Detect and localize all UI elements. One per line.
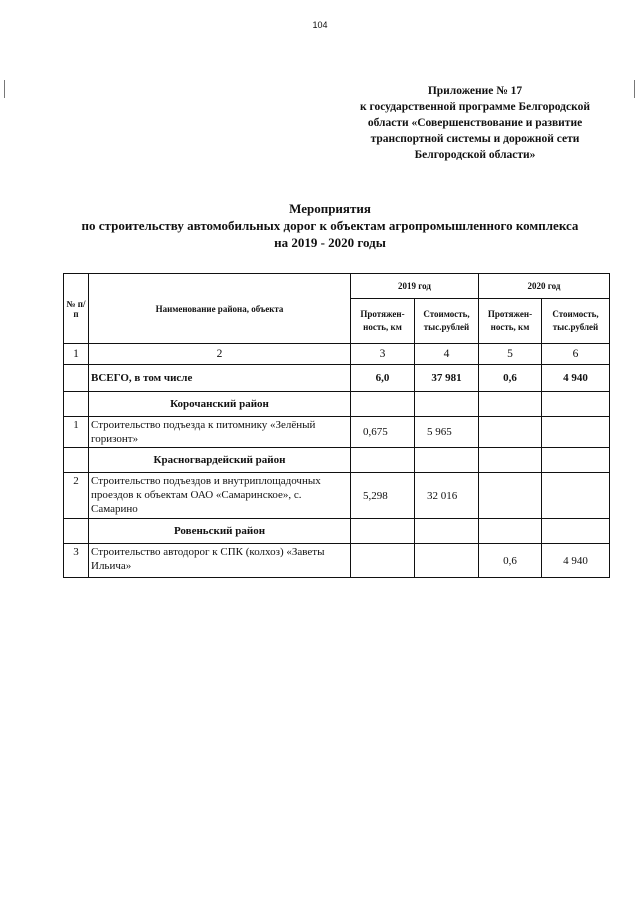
column-number: 3 [351, 344, 415, 365]
row-num: 3 [64, 544, 89, 578]
row-cost-2020: 4 940 [542, 544, 610, 578]
district-empty [542, 448, 610, 473]
scan-edge-mark [4, 80, 5, 98]
column-number-row [64, 344, 610, 365]
row-length-2019: 5,298 [351, 473, 415, 519]
table-row [64, 417, 610, 448]
title-line: Мероприятия [289, 201, 371, 216]
total-length-2020: 0,6 [479, 365, 542, 392]
row-length-2019 [351, 544, 415, 578]
total-cost-2020: 4 940 [542, 365, 610, 392]
header-cost-2020: Стоимость, тыс.рублей [542, 299, 610, 344]
row-name: Строительство подъездов и внутриплощадочных проездов к объектам ОАО «Самаринское», с. Самарино [89, 473, 351, 519]
district-empty [415, 519, 479, 544]
row-length-2020 [479, 473, 542, 519]
header-num: № п/п [64, 274, 89, 344]
annex-header [340, 83, 610, 163]
total-cost-2019: 37 981 [415, 365, 479, 392]
row-name: Строительство автодорог к СПК (колхоз) «Заветы Ильича» [89, 544, 351, 578]
table-row [64, 473, 610, 519]
district-empty [351, 519, 415, 544]
row-cost-2019: 5 965 [415, 417, 479, 448]
district-empty [64, 448, 89, 473]
total-label: ВСЕГО, в том числе [89, 365, 351, 392]
district-name: Красногвардейский район [89, 448, 351, 473]
table-row [64, 544, 610, 578]
column-number: 4 [415, 344, 479, 365]
district-row [64, 392, 610, 417]
title-line: по строительству автомобильных дорог к объектам агропромышленного комплекса [81, 218, 579, 233]
row-cost-2020 [542, 417, 610, 448]
district-empty [542, 392, 610, 417]
scan-edge-mark [634, 80, 635, 98]
title-line: на 2019 - 2020 годы [274, 235, 386, 250]
header-name: Наименование района, объекта [89, 274, 351, 344]
district-empty [479, 392, 542, 417]
annex-line: к государственной программе Белгородской [360, 101, 590, 113]
district-row [64, 519, 610, 544]
district-empty [415, 392, 479, 417]
district-empty [351, 392, 415, 417]
row-length-2020 [479, 417, 542, 448]
annex-line: транспортной системы и дорожной сети [370, 133, 580, 145]
district-empty [479, 448, 542, 473]
column-number: 2 [89, 344, 351, 365]
document-title [40, 200, 620, 251]
district-empty [64, 519, 89, 544]
district-empty [415, 448, 479, 473]
row-num: 2 [64, 473, 89, 519]
annex-line: области «Совершенствование и развитие [367, 117, 583, 129]
district-name: Ровеньский район [89, 519, 351, 544]
column-number: 6 [542, 344, 610, 365]
header-cost-2019: Стоимость, тыс.рублей [415, 299, 479, 344]
column-number: 5 [479, 344, 542, 365]
row-cost-2019: 32 016 [415, 473, 479, 519]
district-row [64, 448, 610, 473]
district-name: Корочанский район [89, 392, 351, 417]
district-empty [542, 519, 610, 544]
page-number: 104 [312, 20, 328, 30]
row-length-2020: 0,6 [479, 544, 542, 578]
annex-line: Белгородской области» [414, 149, 536, 161]
row-name: Строительство подъезда к питомнику «Зелёный горизонт» [89, 417, 351, 448]
header-year-2019: 2019 год [351, 274, 479, 299]
total-num [64, 365, 89, 392]
total-row [64, 365, 610, 392]
annex-line: Приложение № 17 [427, 85, 523, 97]
header-row [64, 274, 610, 299]
district-empty [479, 519, 542, 544]
header-year-2020: 2020 год [479, 274, 610, 299]
row-cost-2020 [542, 473, 610, 519]
row-length-2019: 0,675 [351, 417, 415, 448]
column-number: 1 [64, 344, 89, 365]
header-length-2019: Протяжен-ность, км [351, 299, 415, 344]
row-cost-2019 [415, 544, 479, 578]
district-empty [351, 448, 415, 473]
projects-table [63, 273, 610, 578]
district-empty [64, 392, 89, 417]
row-num: 1 [64, 417, 89, 448]
header-length-2020: Протяжен-ность, км [479, 299, 542, 344]
total-length-2019: 6,0 [351, 365, 415, 392]
